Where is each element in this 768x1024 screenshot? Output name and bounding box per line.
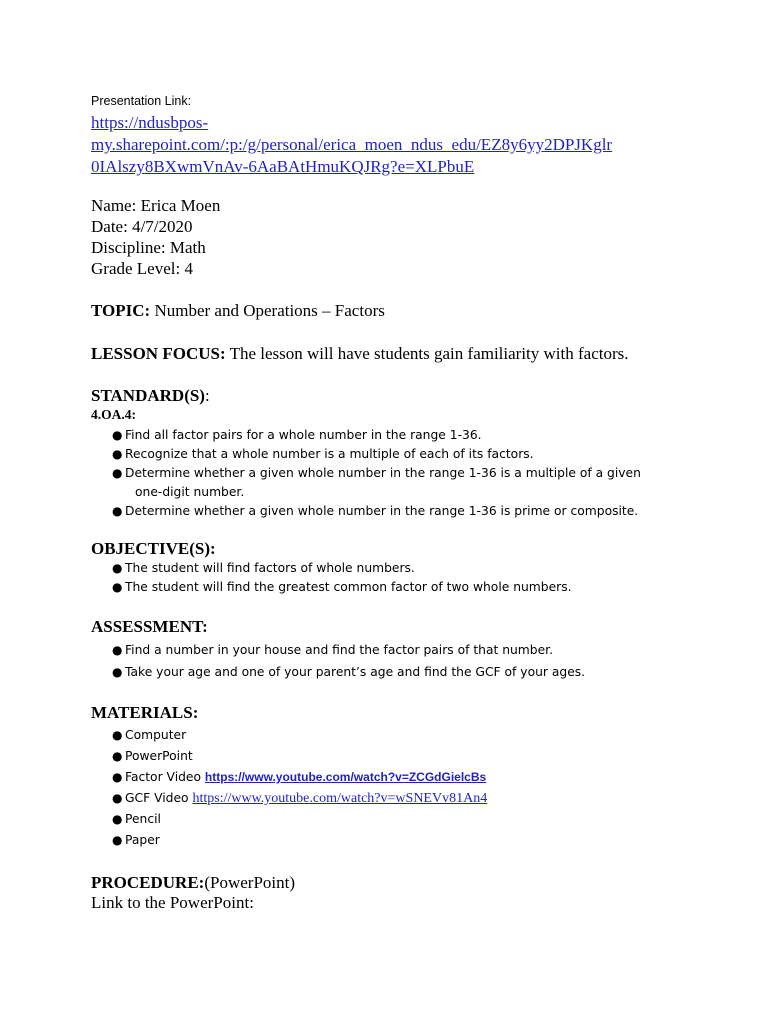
lesson-focus-label: LESSON FOCUS: xyxy=(91,344,226,363)
materials-list xyxy=(112,725,487,851)
objectives-heading: OBJECTIVE(S): xyxy=(91,539,216,558)
assessment-list xyxy=(112,639,585,683)
discipline-line: Discipline: Math xyxy=(91,238,206,257)
bullet-icon: ● xyxy=(112,812,123,826)
list-item: ● The student will find the greatest common factor of two whole numbers. xyxy=(112,578,572,597)
name-line: Name: Erica Moen xyxy=(91,196,221,215)
lesson-focus-line xyxy=(91,344,629,364)
list-item: ● Find all factor pairs for a whole number in the range 1-36. xyxy=(112,426,641,445)
presentation-url-line3[interactable]: 0IAlszy8BXwmVnAv-6AaBAtHmuKQJRg?e=XLPbuE xyxy=(91,157,475,176)
factor-video-link[interactable]: https://www.youtube.com/watch?v=ZCGdGielcBs xyxy=(204,770,487,784)
presentation-url-line1[interactable]: https://ndusbpos- xyxy=(91,113,209,132)
assessment-heading: ASSESSMENT: xyxy=(91,617,208,636)
procedure-text: (PowerPoint) xyxy=(204,873,296,892)
procedure-line xyxy=(91,873,295,893)
list-item: ● Computer xyxy=(112,725,487,746)
lesson-focus-text: The lesson will have students gain familiarity with factors. xyxy=(225,344,629,363)
bullet-icon: ● xyxy=(112,665,123,679)
bullet-icon: ● xyxy=(112,833,123,847)
bullet-icon: ● xyxy=(112,561,123,575)
list-item: ● Take your age and one of your parent’s age and find the GCF of your ages. xyxy=(112,661,585,683)
objectives-list xyxy=(112,559,572,597)
lesson-info xyxy=(91,195,220,279)
topic-line xyxy=(91,301,385,321)
list-item: ● Find a number in your house and find the factor pairs of that number. xyxy=(112,639,585,661)
bullet-icon: ● xyxy=(112,791,123,805)
gcf-video-link[interactable]: https://www.youtube.com/watch?v=wSNEVv81An4 xyxy=(192,791,488,806)
bullet-icon: ● xyxy=(112,504,123,518)
topic-label: TOPIC: xyxy=(91,301,151,320)
standards-list xyxy=(112,426,641,521)
powerpoint-link-line: Link to the PowerPoint: xyxy=(91,893,254,912)
standards-heading: STANDARD(S): xyxy=(91,386,210,405)
list-item: ● Determine whether a given whole number in the range 1-36 is a multiple of a given one-digit number. xyxy=(112,466,641,499)
bullet-icon: ● xyxy=(112,428,123,442)
bullet-icon: ● xyxy=(112,728,123,742)
topic-text: Number and Operations – Factors xyxy=(150,301,385,320)
list-item: ● Determine whether a given whole number in the range 1-36 is prime or composite. xyxy=(112,502,641,521)
bullet-icon: ● xyxy=(112,580,123,594)
list-item: ● Pencil xyxy=(112,809,487,830)
list-item: ● GCF Video https://www.youtube.com/watch?v=wSNEVv81An4 xyxy=(112,788,487,809)
grade-line: Grade Level: 4 xyxy=(91,259,193,278)
list-item: ● The student will find factors of whole numbers. xyxy=(112,559,572,578)
procedure-label: PROCEDURE: xyxy=(91,873,205,892)
standard-code: 4.OA.4: xyxy=(91,407,136,422)
bullet-icon: ● xyxy=(112,466,123,480)
materials-heading: MATERIALS: xyxy=(91,703,199,722)
presentation-link[interactable] xyxy=(91,112,691,178)
bullet-icon: ● xyxy=(112,643,123,657)
list-item: ● Paper xyxy=(112,830,487,851)
bullet-icon: ● xyxy=(112,749,123,763)
bullet-icon: ● xyxy=(112,770,123,784)
bullet-icon: ● xyxy=(112,447,123,461)
presentation-url-line2[interactable]: my.sharepoint.com/:p:/g/personal/erica_moen_ndus_edu/EZ8y6yy2DPJKglr xyxy=(91,135,613,154)
list-item: ● Factor Video https://www.youtube.com/watch?v=ZCGdGielcBs xyxy=(112,767,487,788)
list-item: ● Recognize that a whole number is a multiple of each of its factors. xyxy=(112,445,641,464)
date-line: Date: 4/7/2020 xyxy=(91,217,193,236)
list-item: ● PowerPoint xyxy=(112,746,487,767)
presentation-label: Presentation Link: xyxy=(91,94,192,108)
